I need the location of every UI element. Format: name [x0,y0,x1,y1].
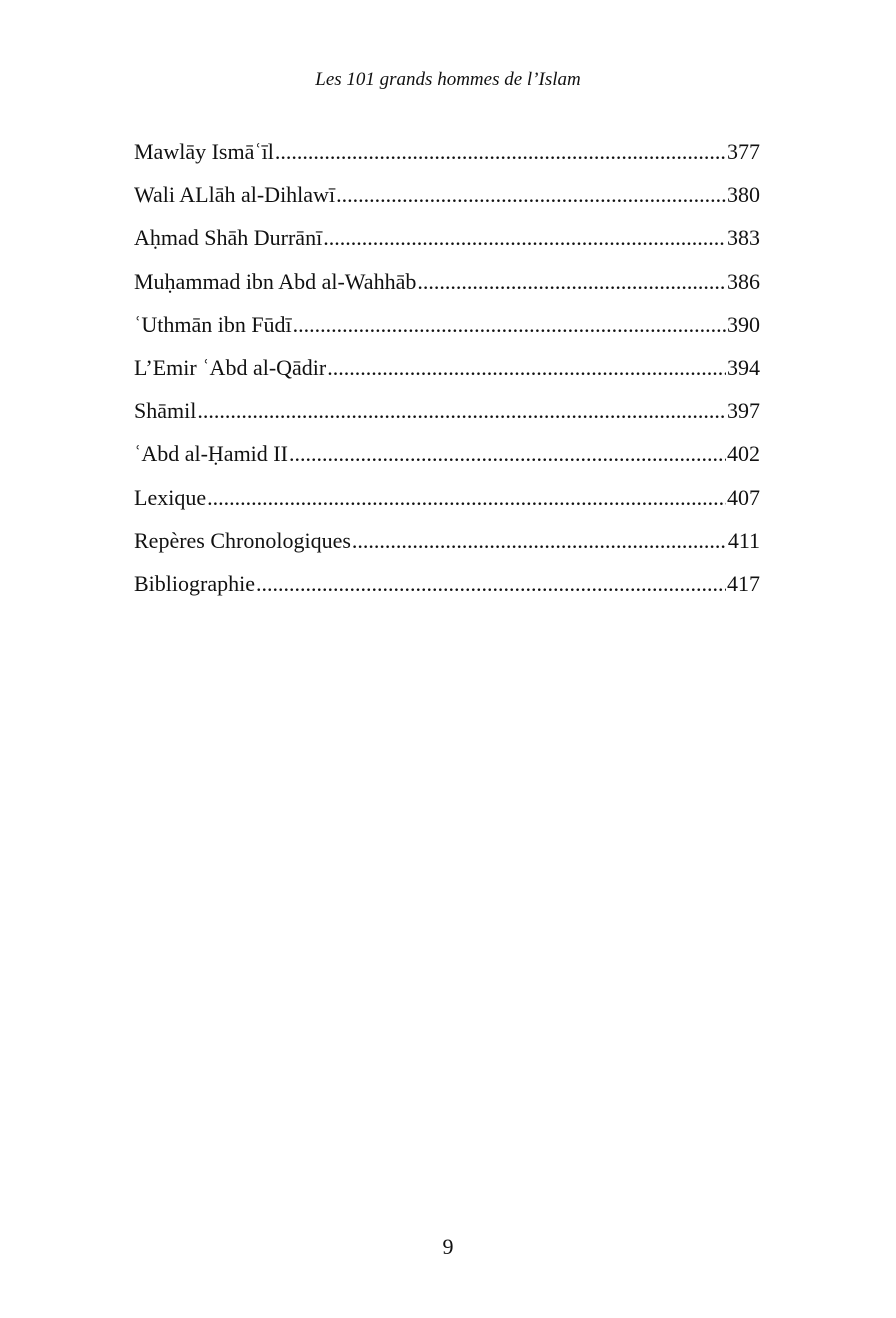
toc-entry-title: L’Emir ʿAbd al-Qādir [134,354,327,380]
dot-leader [417,266,726,298]
dot-leader [207,482,726,514]
toc-entry[interactable] [134,438,760,481]
toc-entry-title: Lexique [134,484,207,510]
toc-entry-page: 377 [727,139,760,164]
toc-entry[interactable] [134,568,760,611]
toc-entry[interactable] [134,352,760,395]
toc-entry[interactable] [134,266,760,309]
toc-entry-title: ʿUthmān ibn Fūdī [134,311,292,337]
dot-leader [256,568,726,600]
toc-entry-title: Wali ALlāh al-Dihlawī [134,182,336,208]
page-number: 9 [442,1234,454,1259]
dot-leader [289,438,726,470]
toc-entry[interactable] [134,482,760,525]
toc-entry[interactable] [134,525,760,568]
dot-leader [352,525,727,557]
toc-entry-title: Repères Chronologiques [134,527,351,553]
table-of-contents [134,136,760,611]
toc-entry-title: ʿAbd al-Ḥamid II [134,441,288,467]
toc-entry-title: Muḥammad ibn Abd al-Wahhāb [134,268,417,294]
toc-entry-title: Bibliographie [134,570,255,596]
dot-leader [197,395,726,427]
toc-entry-page: 380 [727,182,760,208]
running-header: Les 101 grands hommes de l’Islam [315,69,581,90]
toc-entry-page: 397 [727,398,760,424]
dot-leader [336,179,726,211]
toc-entry[interactable] [134,395,760,438]
toc-entry-page: 407 [727,484,760,510]
toc-entry-title: Mawlāy Ismāʿīl [134,139,274,164]
dot-leader [275,136,726,168]
toc-entry[interactable] [134,222,760,265]
toc-entry-title: Aḥmad Shāh Durrānī [134,225,323,251]
dot-leader [293,309,726,341]
toc-entry-page: 390 [727,311,760,337]
dot-leader [327,352,726,384]
toc-entry-title: Shāmil [134,398,197,424]
toc-entry-page: 411 [727,527,760,553]
toc-entry-page: 394 [727,354,760,380]
toc-entry-page: 386 [727,268,760,294]
toc-entry[interactable] [134,136,760,179]
toc-entry[interactable] [134,309,760,352]
toc-entry-page: 383 [727,225,760,251]
toc-entry-page: 417 [727,570,760,596]
toc-entry[interactable] [134,179,760,222]
dot-leader [323,222,726,254]
toc-entry-page: 402 [727,441,760,467]
